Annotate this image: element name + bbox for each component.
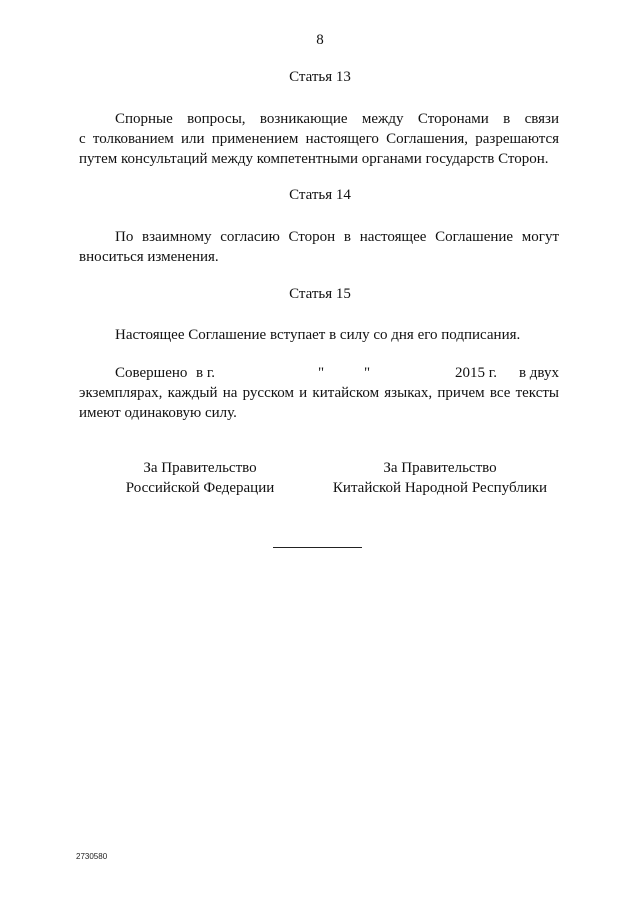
document-code: 2730580 (76, 852, 108, 861)
end-divider (273, 547, 362, 548)
signature-russia (110, 458, 290, 498)
article-15-text (79, 325, 559, 345)
done-line-2: экземплярах, каждый на русском и китайском языках, причем все тексты (79, 385, 559, 401)
article-15-line-1: Настоящее Соглашение вступает в силу со дня его подписания. (115, 327, 521, 343)
done-line-3: имеют одинаковую силу. (79, 405, 237, 421)
page-number: 8 (316, 32, 324, 48)
signature-china-line-1: За Правительство (383, 460, 497, 476)
done-quote-close: " (364, 365, 371, 381)
signature-russia-line-1: За Правительство (143, 460, 257, 476)
done-year: 2015 г. (455, 365, 497, 381)
article-14-line-2: вноситься изменения. (79, 249, 219, 265)
done-word: Совершено (115, 365, 188, 381)
done-city-blank: в г. (196, 365, 216, 381)
article-15-heading: Статья 15 (289, 286, 351, 302)
article-13-line-1: Спорные вопросы, возникающие между Сторонами в связи (115, 111, 559, 127)
signature-china (330, 458, 550, 498)
article-14-heading: Статья 14 (289, 187, 351, 203)
article-13-line-2: с толкованием или применением настоящего Соглашения, разрешаются (79, 131, 559, 147)
signature-russia-line-2: Российской Федерации (125, 480, 275, 496)
article-13-line-3: путем консультаций между компетентными органами государств Сторон. (79, 151, 549, 167)
article-13-text (79, 109, 559, 169)
article-14-text (79, 227, 559, 267)
done-in-two: в двух (518, 365, 559, 381)
article-13-heading: Статья 13 (289, 69, 351, 85)
signature-china-line-2: Китайской Народной Республики (332, 480, 548, 496)
done-quote-open: " (318, 365, 325, 381)
done-line-1 (79, 363, 559, 383)
article-14-line-1: По взаимному согласию Сторон в настоящее Соглашение могут (115, 229, 559, 245)
done-paragraph (79, 363, 559, 423)
